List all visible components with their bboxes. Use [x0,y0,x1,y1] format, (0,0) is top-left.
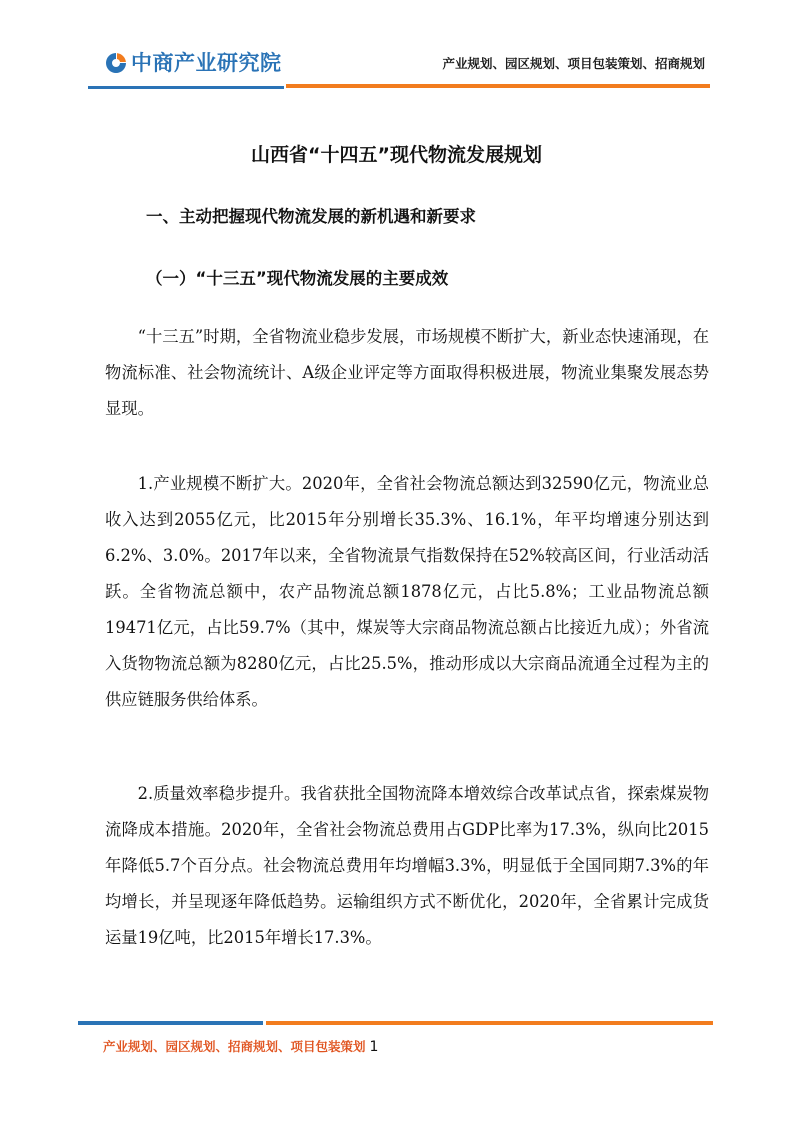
section-heading: 一、主动把握现代物流发展的新机遇和新要求 [146,207,476,226]
subsection-heading: （一）“十三五”现代物流发展的主要成效 [146,269,449,288]
document-title: 山西省“十四五”现代物流发展规划 [251,144,542,166]
footer-tagline: 产业规划、园区规划、招商规划、项目包装策划 [103,1039,366,1054]
logo [104,50,282,76]
header-divider-orange [286,84,710,88]
page-header [0,0,793,100]
logo-text: 中商产业研究院 [131,51,282,75]
paragraph-intro: “十三五”时期，全省物流业稳步发展，市场规模不断扩大，新业态快速涌现，在物流标准、社会物流统计、A级企业评定等方面取得积极进展，物流业集聚发展态势显现。 [105,327,709,418]
header-divider-blue [88,86,284,89]
paragraph-industry-scale: 1.产业规模不断扩大。2020年，全省社会物流总额达到32590亿元，物流业总收入达到2055亿元，比2015年分别增长35.3%、16.1%，年平均增速分别达到6.2%、3.0%。2017年以来，全省物流景气指数保持在52%较高区间，行业活动活跃。全省物流总额中，农产品物流总额1878亿元，占比5.8%；工业品物流总额19471亿元，占比59.7%（其中，煤炭等大宗商品物流总额占比接近九成）；外省流入货物物流总额为8280亿元，占比25.5%，推动形成以大宗商品流通全过程为主的供应链服务供给体系。 [105,474,709,709]
header-tagline: 产业规划、园区规划、项目包装策划、招商规划 [442,56,705,71]
logo-icon [104,51,128,75]
paragraph-quality-efficiency: 2.质量效率稳步提升。我省获批全国物流降本增效综合改革试点省，探索煤炭物流降成本措施。2020年，全省社会物流总费用占GDP比率为17.3%，纵向比2015年降低5.7个百分点。社会物流总费用年均增幅3.3%，明显低于全国同期7.3%的年均增长，并呈现逐年降低趋势。运输组织方式不断优化，2020年，全省累计完成货运量19亿吨，比2015年增长17.3%。 [105,784,709,947]
page-footer [103,1037,378,1055]
page-number: 1 [369,1039,379,1055]
footer-divider-blue [78,1021,263,1025]
footer-divider-orange [266,1021,713,1025]
